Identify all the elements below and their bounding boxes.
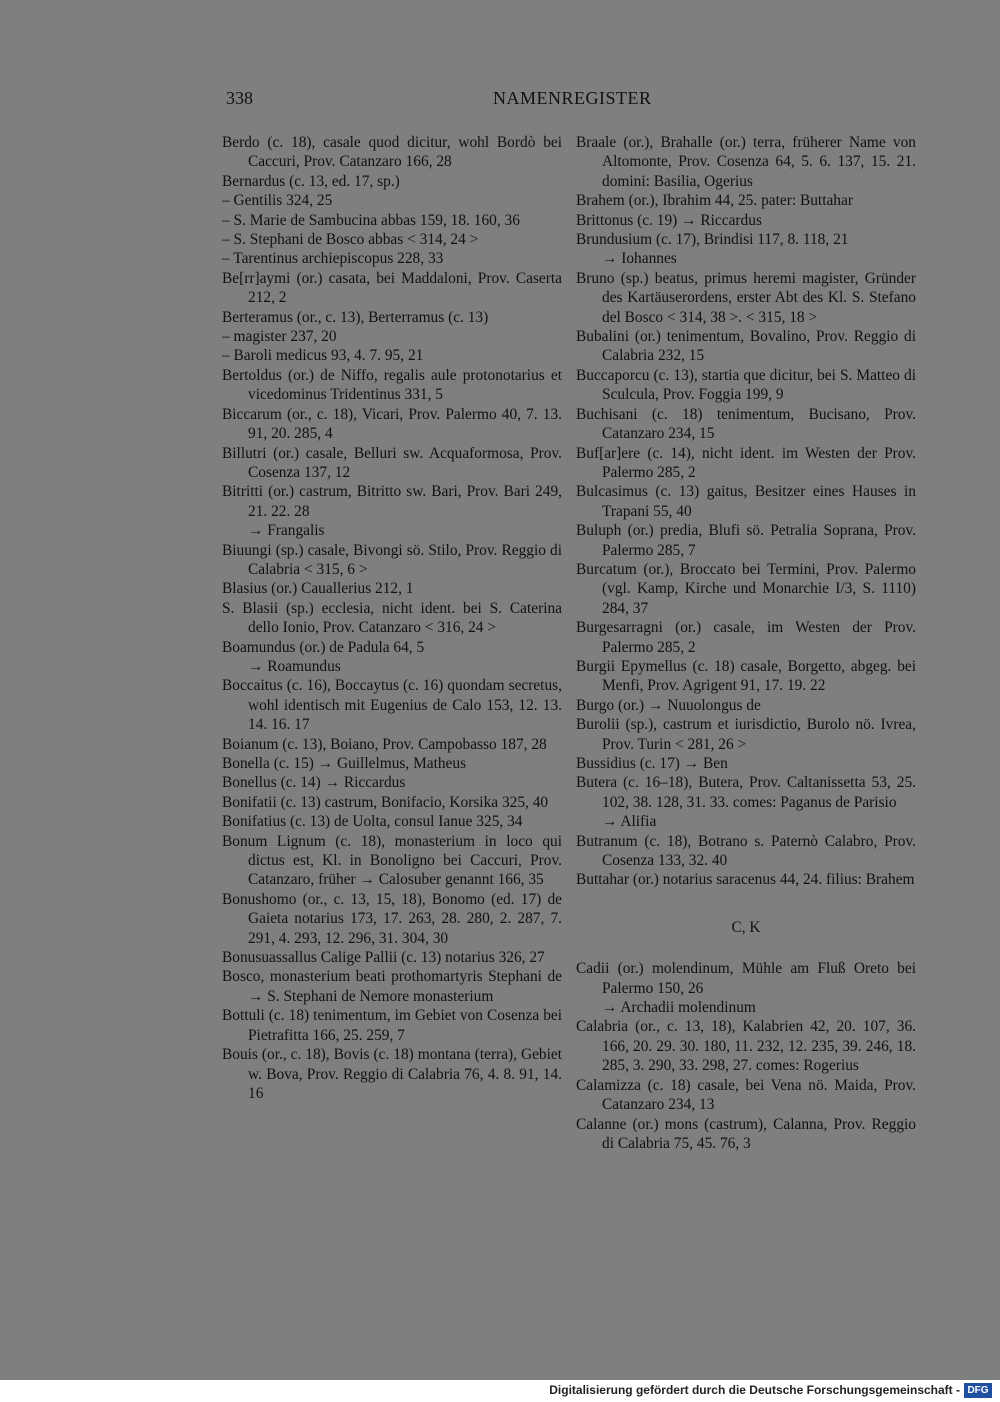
index-entry: Butera (c. 16–18), Butera, Prov. Caltanissetta 53, 25. 102, 38. 128, 31. 33. comes: Paganus de Parisio: [576, 774, 916, 811]
index-entry: Burcatum (or.), Broccato bei Termini, Prov. Palermo (vgl. Kamp, Kirche und Monarchie I/3, S. 1110) 284, 37: [576, 560, 916, 617]
index-entry: S. Blasii (sp.) ecclesia, nicht ident. bei S. Caterina dello Ionio, Prov. Catanzaro < 316, 24 >: [222, 599, 562, 637]
index-entry: Buttahar (or.) notarius saracenus 44, 24. filius: Brahem: [576, 871, 915, 889]
index-crossref: → Alifia: [602, 813, 657, 831]
index-entry: Calabria (or., c. 13, 18), Kalabrien 42, 20. 107, 36. 166, 20. 29. 30. 180, 11. 232, 12. 235, 39. 246, 18. 285, 3. 290, 33. 298, 27. comes: Rogerius: [576, 1018, 916, 1075]
index-subentry: – Baroli medicus 93, 4. 7. 95, 21: [222, 347, 424, 365]
index-entry: Bosco, monasterium beati prothomartyris Stephani de → S. Stephani de Nemore monasterium: [222, 968, 562, 1005]
index-entry: Bonifatius (c. 13) de Uolta, consul Ianue 325, 34: [222, 813, 523, 831]
index-entry: Biuungi (sp.) casale, Bivongi sö. Stilo, Prov. Reggio di Calabria < 315, 6 >: [222, 541, 562, 578]
index-entry: Calanne (or.) mons (castrum), Calanna, Prov. Reggio di Calabria 75, 45. 76, 3: [576, 1115, 916, 1152]
index-entry: Berteramus (or., c. 13), Berterramus (c. 13): [222, 308, 489, 326]
index-entry: Bonifatii (c. 13) castrum, Bonifacio, Korsika 325, 40: [222, 793, 549, 811]
index-entry: Blasius (or.) Cauallerius 212, 1: [222, 580, 414, 598]
index-entry: Buf[ar]ere (c. 14), nicht ident. im Westen der Prov. Palermo 285, 2: [576, 444, 916, 481]
index-column-right: [576, 133, 916, 1153]
section-heading: C, K: [731, 918, 761, 936]
footer-credit: Digitalisierung gefördert durch die Deutsche Forschungsgemeinschaft -: [549, 1383, 960, 1397]
index-entry: Bulcasimus (c. 13) gaitus, Besitzer eines Hauses in Trapani 55, 40: [576, 483, 916, 520]
index-entry: Buchisani (c. 18) tenimentum, Bucisano, Prov. Catanzaro 234, 15: [576, 405, 916, 443]
index-entry: Brundusium (c. 17), Brindisi 117, 8. 118, 21: [576, 231, 849, 249]
index-entry: Bouis (or., c. 18), Bovis (c. 18) montana (terra), Gebiet w. Bova, Prov. Reggio di Calabria 76, 4. 8. 91, 14. 16: [222, 1046, 562, 1102]
index-entry: Butranum (c. 18), Botrano s. Paternò Calabro, Prov. Cosenza 133, 32. 40: [576, 832, 916, 870]
index-entry: Billutri (or.) casale, Belluri sw. Acquaformosa, Prov. Cosenza 137, 12: [222, 444, 562, 481]
index-entry: Burgo (or.) → Nuuolongus de: [576, 696, 761, 714]
index-entry: Braale (or.), Brahalle (or.) terra, früherer Name von Altomonte, Prov. Cosenza 64, 5. 6. 137, 15. 21. domini: Basilia, Ogerius: [576, 134, 916, 190]
index-subentry: – Tarentinus archiepiscopus 228, 33: [222, 250, 444, 268]
page-number: 338: [226, 88, 253, 108]
index-entry: Burolii (sp.), castrum et iurisdictio, Burolo nö. Ivrea, Prov. Turin < 281, 26 >: [576, 716, 916, 753]
index-entry: Burgesarragni (or.) casale, im Westen der Prov. Palermo 285, 2: [576, 619, 916, 656]
index-entry: Bernardus (c. 13, ed. 17, sp.): [222, 172, 400, 190]
dfg-logo: DFG: [964, 1383, 992, 1398]
index-entry: Boccaitus (c. 16), Boccaytus (c. 16) quondam secretus, wohl identisch mit Eugenius de Calo 153, 12. 13. 14. 16. 17: [222, 677, 562, 734]
index-entry: Bottuli (c. 18) tenimentum, im Gebiet von Cosenza bei Pietrafitta 166, 25. 259, 7: [222, 1007, 562, 1044]
index-entry: Buccaporcu (c. 13), startia que dicitur, bei S. Matteo di Sculcula, Prov. Foggia 199, 9: [576, 366, 916, 404]
index-crossref: → Iohannes: [602, 250, 677, 268]
index-entry: Bonushomo (or., c. 13, 15, 18), Bonomo (ed. 17) de Gaieta notarius 173, 17. 263, 28. 280, 2. 287, 7. 291, 4. 293, 12. 296, 31. 304, 30: [222, 890, 562, 947]
index-entry: Boianum (c. 13), Boiano, Prov. Campobasso 187, 28: [222, 735, 547, 753]
index-entry: Berdo (c. 18), casale quod dicitur, wohl Bordò bei Caccuri, Prov. Catanzaro 166, 28: [222, 134, 562, 171]
index-entry: Bertoldus (or.) de Niffo, regalis aule protonotarius et vicedominus Tridentinus 331, 5: [222, 366, 562, 404]
index-crossref: → Roamundus: [248, 657, 341, 675]
index-entry: Burgii Epymellus (c. 18) casale, Borgetto, abgeg. bei Menfi, Prov. Agrigent 91, 17. 19. 22: [576, 657, 916, 695]
index-entry: Bonum Lignum (c. 18), monasterium in loco qui dictus est, Kl. in Bonoligno bei Caccuri, Prov. Catanzaro, früher → Calosuber genannt 166, 35: [222, 832, 562, 889]
index-entry: Cadii (or.) molendinum, Mühle am Fluß Oreto bei Palermo 150, 26: [576, 960, 916, 997]
index-entry: Bonellus (c. 14) → Riccardus: [222, 774, 406, 792]
index-entry: Bubalini (or.) tenimentum, Bovalino, Prov. Reggio di Calabria 232, 15: [576, 328, 916, 365]
index-subentry: – Gentilis 324, 25: [222, 192, 333, 210]
index-entry: Be[rr]aymi (or.) casata, bei Maddaloni, Prov. Caserta 212, 2: [222, 269, 562, 307]
index-entry: Boamundus (or.) de Padula 64, 5: [222, 638, 425, 656]
footer-bar: [0, 1380, 1000, 1402]
index-entry: Bussidius (c. 17) → Ben: [576, 755, 728, 772]
index-entry: Biccarum (or., c. 18), Vicari, Prov. Palermo 40, 7. 13. 91, 20. 285, 4: [222, 405, 562, 443]
index-column-left: [222, 133, 562, 1103]
index-crossref: → Frangalis: [248, 522, 325, 540]
index-entry: Buluph (or.) predia, Blufi sö. Petralia Soprana, Prov. Palermo 285, 7: [576, 522, 916, 559]
index-entry: Bonusuassallus Calige Pallii (c. 13) notarius 326, 27: [222, 949, 545, 967]
index-subentry: – magister 237, 20: [222, 328, 337, 346]
index-entry: Brahem (or.), Ibrahim 44, 25. pater: Buttahar: [576, 192, 853, 210]
index-subentry: – S. Marie de Sambucina abbas 159, 18. 160, 36: [222, 211, 520, 229]
index-entry: Calamizza (c. 18) casale, bei Vena nö. Maida, Prov. Catanzaro 234, 13: [576, 1076, 916, 1114]
index-subentry: – S. Stephani de Bosco abbas < 314, 24 >: [222, 231, 479, 249]
index-crossref: → Archadii molendinum: [602, 999, 756, 1017]
index-entry: Bitritti (or.) castrum, Bitritto sw. Bari, Prov. Bari 249, 21. 22. 28: [222, 483, 562, 520]
index-entry: Bonella (c. 15) → Guillelmus, Matheus: [222, 755, 467, 772]
page-title: NAMENREGISTER: [493, 88, 652, 108]
index-entry: Bruno (sp.) beatus, primus heremi magister, Gründer des Kartäuserordens, erster Abt des Kl. S. Stefano del Bosco < 314, 38 >. < 315, 18 >: [576, 269, 916, 326]
index-entry: Brittonus (c. 19) → Riccardus: [576, 211, 762, 229]
